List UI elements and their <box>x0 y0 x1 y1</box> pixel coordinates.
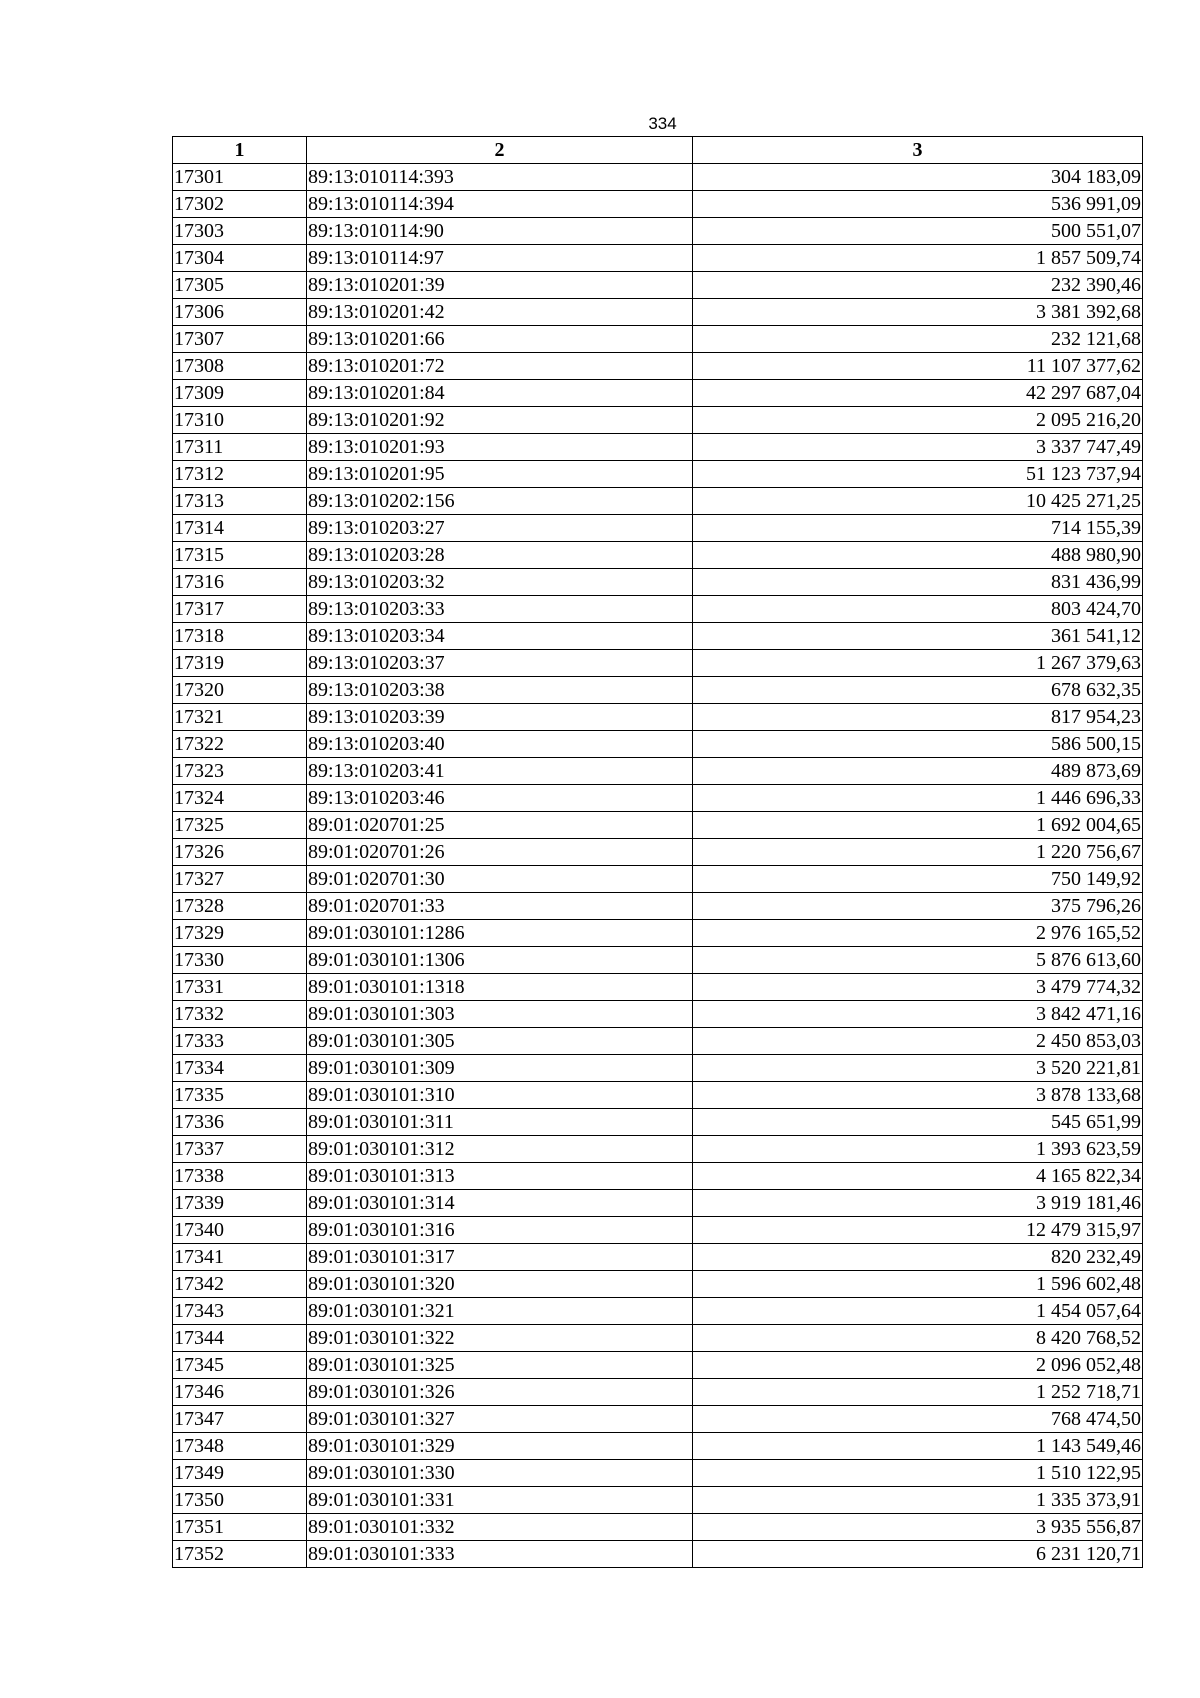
cadastral-number-cell: 89:13:010203:37 <box>307 650 693 677</box>
row-number-cell: 17347 <box>173 1406 307 1433</box>
value-cell: 678 632,35 <box>693 677 1143 704</box>
cadastral-number-cell: 89:13:010201:95 <box>307 461 693 488</box>
cadastral-number-cell: 89:13:010114:90 <box>307 218 693 245</box>
table-row <box>173 1541 1143 1568</box>
table-row <box>173 974 1143 1001</box>
table-row <box>173 1163 1143 1190</box>
cadastral-number-cell: 89:01:030101:1306 <box>307 947 693 974</box>
row-number-cell: 17306 <box>173 299 307 326</box>
value-cell: 6 231 120,71 <box>693 1541 1143 1568</box>
table-row <box>173 1487 1143 1514</box>
cadastral-number-cell: 89:13:010203:34 <box>307 623 693 650</box>
table-row <box>173 569 1143 596</box>
value-cell: 489 873,69 <box>693 758 1143 785</box>
row-number-cell: 17301 <box>173 164 307 191</box>
value-cell: 1 446 696,33 <box>693 785 1143 812</box>
cadastral-number-cell: 89:01:020701:25 <box>307 812 693 839</box>
cadastral-number-cell: 89:13:010203:32 <box>307 569 693 596</box>
table-row <box>173 1082 1143 1109</box>
value-cell: 1 510 122,95 <box>693 1460 1143 1487</box>
value-cell: 714 155,39 <box>693 515 1143 542</box>
column-header-3: 3 <box>693 137 1143 164</box>
value-cell: 361 541,12 <box>693 623 1143 650</box>
row-number-cell: 17302 <box>173 191 307 218</box>
value-cell: 831 436,99 <box>693 569 1143 596</box>
cadastral-number-cell: 89:01:020701:30 <box>307 866 693 893</box>
row-number-cell: 17324 <box>173 785 307 812</box>
table-row <box>173 245 1143 272</box>
cadastral-number-cell: 89:13:010202:156 <box>307 488 693 515</box>
cadastral-number-cell: 89:13:010203:39 <box>307 704 693 731</box>
value-cell: 4 165 822,34 <box>693 1163 1143 1190</box>
row-number-cell: 17330 <box>173 947 307 974</box>
row-number-cell: 17323 <box>173 758 307 785</box>
cadastral-number-cell: 89:01:030101:321 <box>307 1298 693 1325</box>
table-row <box>173 623 1143 650</box>
value-cell: 8 420 768,52 <box>693 1325 1143 1352</box>
value-cell: 750 149,92 <box>693 866 1143 893</box>
row-number-cell: 17311 <box>173 434 307 461</box>
table-row <box>173 1109 1143 1136</box>
table-row <box>173 947 1143 974</box>
value-cell: 1 692 004,65 <box>693 812 1143 839</box>
value-cell: 1 252 718,71 <box>693 1379 1143 1406</box>
cadastral-number-cell: 89:13:010203:41 <box>307 758 693 785</box>
row-number-cell: 17351 <box>173 1514 307 1541</box>
table-row <box>173 920 1143 947</box>
row-number-cell: 17341 <box>173 1244 307 1271</box>
row-number-cell: 17343 <box>173 1298 307 1325</box>
value-cell: 2 096 052,48 <box>693 1352 1143 1379</box>
table-row <box>173 434 1143 461</box>
row-number-cell: 17309 <box>173 380 307 407</box>
row-number-cell: 17318 <box>173 623 307 650</box>
cadastral-number-cell: 89:13:010203:33 <box>307 596 693 623</box>
value-cell: 1 267 379,63 <box>693 650 1143 677</box>
cadastral-number-cell: 89:13:010201:42 <box>307 299 693 326</box>
value-cell: 500 551,07 <box>693 218 1143 245</box>
table-row <box>173 650 1143 677</box>
row-number-cell: 17352 <box>173 1541 307 1568</box>
value-cell: 2 450 853,03 <box>693 1028 1143 1055</box>
table-row <box>173 218 1143 245</box>
table-row <box>173 380 1143 407</box>
table-row <box>173 1217 1143 1244</box>
cadastral-number-cell: 89:01:030101:333 <box>307 1541 693 1568</box>
value-cell: 1 220 756,67 <box>693 839 1143 866</box>
value-cell: 3 842 471,16 <box>693 1001 1143 1028</box>
value-cell: 3 381 392,68 <box>693 299 1143 326</box>
table-row <box>173 515 1143 542</box>
value-cell: 51 123 737,94 <box>693 461 1143 488</box>
row-number-cell: 17305 <box>173 272 307 299</box>
cadastral-number-cell: 89:01:030101:1286 <box>307 920 693 947</box>
row-number-cell: 17310 <box>173 407 307 434</box>
cadastral-number-cell: 89:01:030101:314 <box>307 1190 693 1217</box>
row-number-cell: 17337 <box>173 1136 307 1163</box>
row-number-cell: 17344 <box>173 1325 307 1352</box>
row-number-cell: 17329 <box>173 920 307 947</box>
cadastral-number-cell: 89:01:030101:322 <box>307 1325 693 1352</box>
row-number-cell: 17342 <box>173 1271 307 1298</box>
table-row <box>173 488 1143 515</box>
table-row <box>173 1244 1143 1271</box>
row-number-cell: 17345 <box>173 1352 307 1379</box>
table-row <box>173 272 1143 299</box>
table-row <box>173 353 1143 380</box>
page-number: 334 <box>648 114 677 133</box>
cadastral-number-cell: 89:13:010203:40 <box>307 731 693 758</box>
cadastral-number-cell: 89:13:010114:97 <box>307 245 693 272</box>
column-header-1: 1 <box>173 137 307 164</box>
cadastral-number-cell: 89:01:030101:313 <box>307 1163 693 1190</box>
cadastral-number-cell: 89:13:010203:27 <box>307 515 693 542</box>
value-cell: 488 980,90 <box>693 542 1143 569</box>
cadastral-number-cell: 89:01:030101:311 <box>307 1109 693 1136</box>
table-row <box>173 1190 1143 1217</box>
row-number-cell: 17321 <box>173 704 307 731</box>
value-cell: 1 393 623,59 <box>693 1136 1143 1163</box>
column-header-2: 2 <box>307 137 693 164</box>
row-number-cell: 17350 <box>173 1487 307 1514</box>
table-row <box>173 1325 1143 1352</box>
table-row <box>173 731 1143 758</box>
cadastral-number-cell: 89:13:010203:46 <box>307 785 693 812</box>
table-row <box>173 299 1143 326</box>
cadastral-number-cell: 89:01:030101:325 <box>307 1352 693 1379</box>
row-number-cell: 17339 <box>173 1190 307 1217</box>
value-cell: 1 596 602,48 <box>693 1271 1143 1298</box>
cadastral-number-cell: 89:01:030101:331 <box>307 1487 693 1514</box>
cadastral-number-cell: 89:01:030101:317 <box>307 1244 693 1271</box>
value-cell: 10 425 271,25 <box>693 488 1143 515</box>
table-row <box>173 1352 1143 1379</box>
value-cell: 2 095 216,20 <box>693 407 1143 434</box>
row-number-cell: 17304 <box>173 245 307 272</box>
value-cell: 536 991,09 <box>693 191 1143 218</box>
value-cell: 3 919 181,46 <box>693 1190 1143 1217</box>
value-cell: 1 857 509,74 <box>693 245 1143 272</box>
value-cell: 803 424,70 <box>693 596 1143 623</box>
table-row <box>173 812 1143 839</box>
row-number-cell: 17319 <box>173 650 307 677</box>
value-cell: 586 500,15 <box>693 731 1143 758</box>
cadastral-number-cell: 89:13:010201:66 <box>307 326 693 353</box>
cadastral-number-cell: 89:01:030101:310 <box>307 1082 693 1109</box>
row-number-cell: 17349 <box>173 1460 307 1487</box>
cadastral-number-cell: 89:01:030101:320 <box>307 1271 693 1298</box>
row-number-cell: 17317 <box>173 596 307 623</box>
table-row <box>173 1460 1143 1487</box>
data-table <box>172 136 1143 1568</box>
value-cell: 3 479 774,32 <box>693 974 1143 1001</box>
cadastral-number-cell: 89:13:010201:93 <box>307 434 693 461</box>
row-number-cell: 17322 <box>173 731 307 758</box>
table-row <box>173 164 1143 191</box>
table-row <box>173 1271 1143 1298</box>
cadastral-number-cell: 89:13:010203:38 <box>307 677 693 704</box>
cadastral-number-cell: 89:13:010114:394 <box>307 191 693 218</box>
row-number-cell: 17333 <box>173 1028 307 1055</box>
row-number-cell: 17303 <box>173 218 307 245</box>
table-row <box>173 1379 1143 1406</box>
value-cell: 545 651,99 <box>693 1109 1143 1136</box>
table-row <box>173 1136 1143 1163</box>
row-number-cell: 17320 <box>173 677 307 704</box>
row-number-cell: 17348 <box>173 1433 307 1460</box>
table-row <box>173 461 1143 488</box>
value-cell: 3 878 133,68 <box>693 1082 1143 1109</box>
row-number-cell: 17346 <box>173 1379 307 1406</box>
cadastral-number-cell: 89:13:010114:393 <box>307 164 693 191</box>
table-row <box>173 326 1143 353</box>
cadastral-number-cell: 89:01:020701:33 <box>307 893 693 920</box>
row-number-cell: 17328 <box>173 893 307 920</box>
table-row <box>173 758 1143 785</box>
cadastral-number-cell: 89:01:030101:309 <box>307 1055 693 1082</box>
table-row <box>173 785 1143 812</box>
row-number-cell: 17316 <box>173 569 307 596</box>
row-number-cell: 17313 <box>173 488 307 515</box>
cadastral-number-cell: 89:01:030101:1318 <box>307 974 693 1001</box>
value-cell: 232 121,68 <box>693 326 1143 353</box>
cadastral-number-cell: 89:01:030101:303 <box>307 1001 693 1028</box>
table-body <box>173 164 1143 1568</box>
value-cell: 3 520 221,81 <box>693 1055 1143 1082</box>
row-number-cell: 17334 <box>173 1055 307 1082</box>
table-row <box>173 839 1143 866</box>
table-row <box>173 1055 1143 1082</box>
cadastral-number-cell: 89:01:030101:312 <box>307 1136 693 1163</box>
cadastral-number-cell: 89:01:030101:332 <box>307 1514 693 1541</box>
row-number-cell: 17307 <box>173 326 307 353</box>
value-cell: 817 954,23 <box>693 704 1143 731</box>
cadastral-number-cell: 89:13:010203:28 <box>307 542 693 569</box>
cadastral-number-cell: 89:01:030101:330 <box>307 1460 693 1487</box>
row-number-cell: 17327 <box>173 866 307 893</box>
cadastral-number-cell: 89:01:030101:305 <box>307 1028 693 1055</box>
value-cell: 3 935 556,87 <box>693 1514 1143 1541</box>
table-row <box>173 1001 1143 1028</box>
value-cell: 820 232,49 <box>693 1244 1143 1271</box>
value-cell: 42 297 687,04 <box>693 380 1143 407</box>
cadastral-number-cell: 89:13:010201:72 <box>307 353 693 380</box>
table-header-row <box>173 137 1143 164</box>
value-cell: 232 390,46 <box>693 272 1143 299</box>
row-number-cell: 17335 <box>173 1082 307 1109</box>
cadastral-number-cell: 89:13:010201:84 <box>307 380 693 407</box>
cadastral-number-cell: 89:01:020701:26 <box>307 839 693 866</box>
table-row <box>173 1406 1143 1433</box>
table-row <box>173 704 1143 731</box>
value-cell: 1 335 373,91 <box>693 1487 1143 1514</box>
table-row <box>173 596 1143 623</box>
cadastral-number-cell: 89:13:010201:92 <box>307 407 693 434</box>
value-cell: 768 474,50 <box>693 1406 1143 1433</box>
cadastral-number-cell: 89:01:030101:329 <box>307 1433 693 1460</box>
table-row <box>173 191 1143 218</box>
table-row <box>173 407 1143 434</box>
row-number-cell: 17336 <box>173 1109 307 1136</box>
table-row <box>173 1298 1143 1325</box>
value-cell: 2 976 165,52 <box>693 920 1143 947</box>
value-cell: 12 479 315,97 <box>693 1217 1143 1244</box>
table-row <box>173 1028 1143 1055</box>
row-number-cell: 17315 <box>173 542 307 569</box>
row-number-cell: 17314 <box>173 515 307 542</box>
row-number-cell: 17332 <box>173 1001 307 1028</box>
row-number-cell: 17331 <box>173 974 307 1001</box>
value-cell: 3 337 747,49 <box>693 434 1143 461</box>
table-row <box>173 893 1143 920</box>
table-row <box>173 677 1143 704</box>
value-cell: 1 454 057,64 <box>693 1298 1143 1325</box>
cadastral-number-cell: 89:01:030101:316 <box>307 1217 693 1244</box>
table-row <box>173 866 1143 893</box>
value-cell: 304 183,09 <box>693 164 1143 191</box>
row-number-cell: 17338 <box>173 1163 307 1190</box>
row-number-cell: 17325 <box>173 812 307 839</box>
table-row <box>173 1514 1143 1541</box>
value-cell: 11 107 377,62 <box>693 353 1143 380</box>
value-cell: 1 143 549,46 <box>693 1433 1143 1460</box>
table-row <box>173 542 1143 569</box>
row-number-cell: 17312 <box>173 461 307 488</box>
cadastral-number-cell: 89:01:030101:326 <box>307 1379 693 1406</box>
value-cell: 375 796,26 <box>693 893 1143 920</box>
cadastral-number-cell: 89:13:010201:39 <box>307 272 693 299</box>
row-number-cell: 17326 <box>173 839 307 866</box>
row-number-cell: 17308 <box>173 353 307 380</box>
row-number-cell: 17340 <box>173 1217 307 1244</box>
cadastral-number-cell: 89:01:030101:327 <box>307 1406 693 1433</box>
table-row <box>173 1433 1143 1460</box>
value-cell: 5 876 613,60 <box>693 947 1143 974</box>
